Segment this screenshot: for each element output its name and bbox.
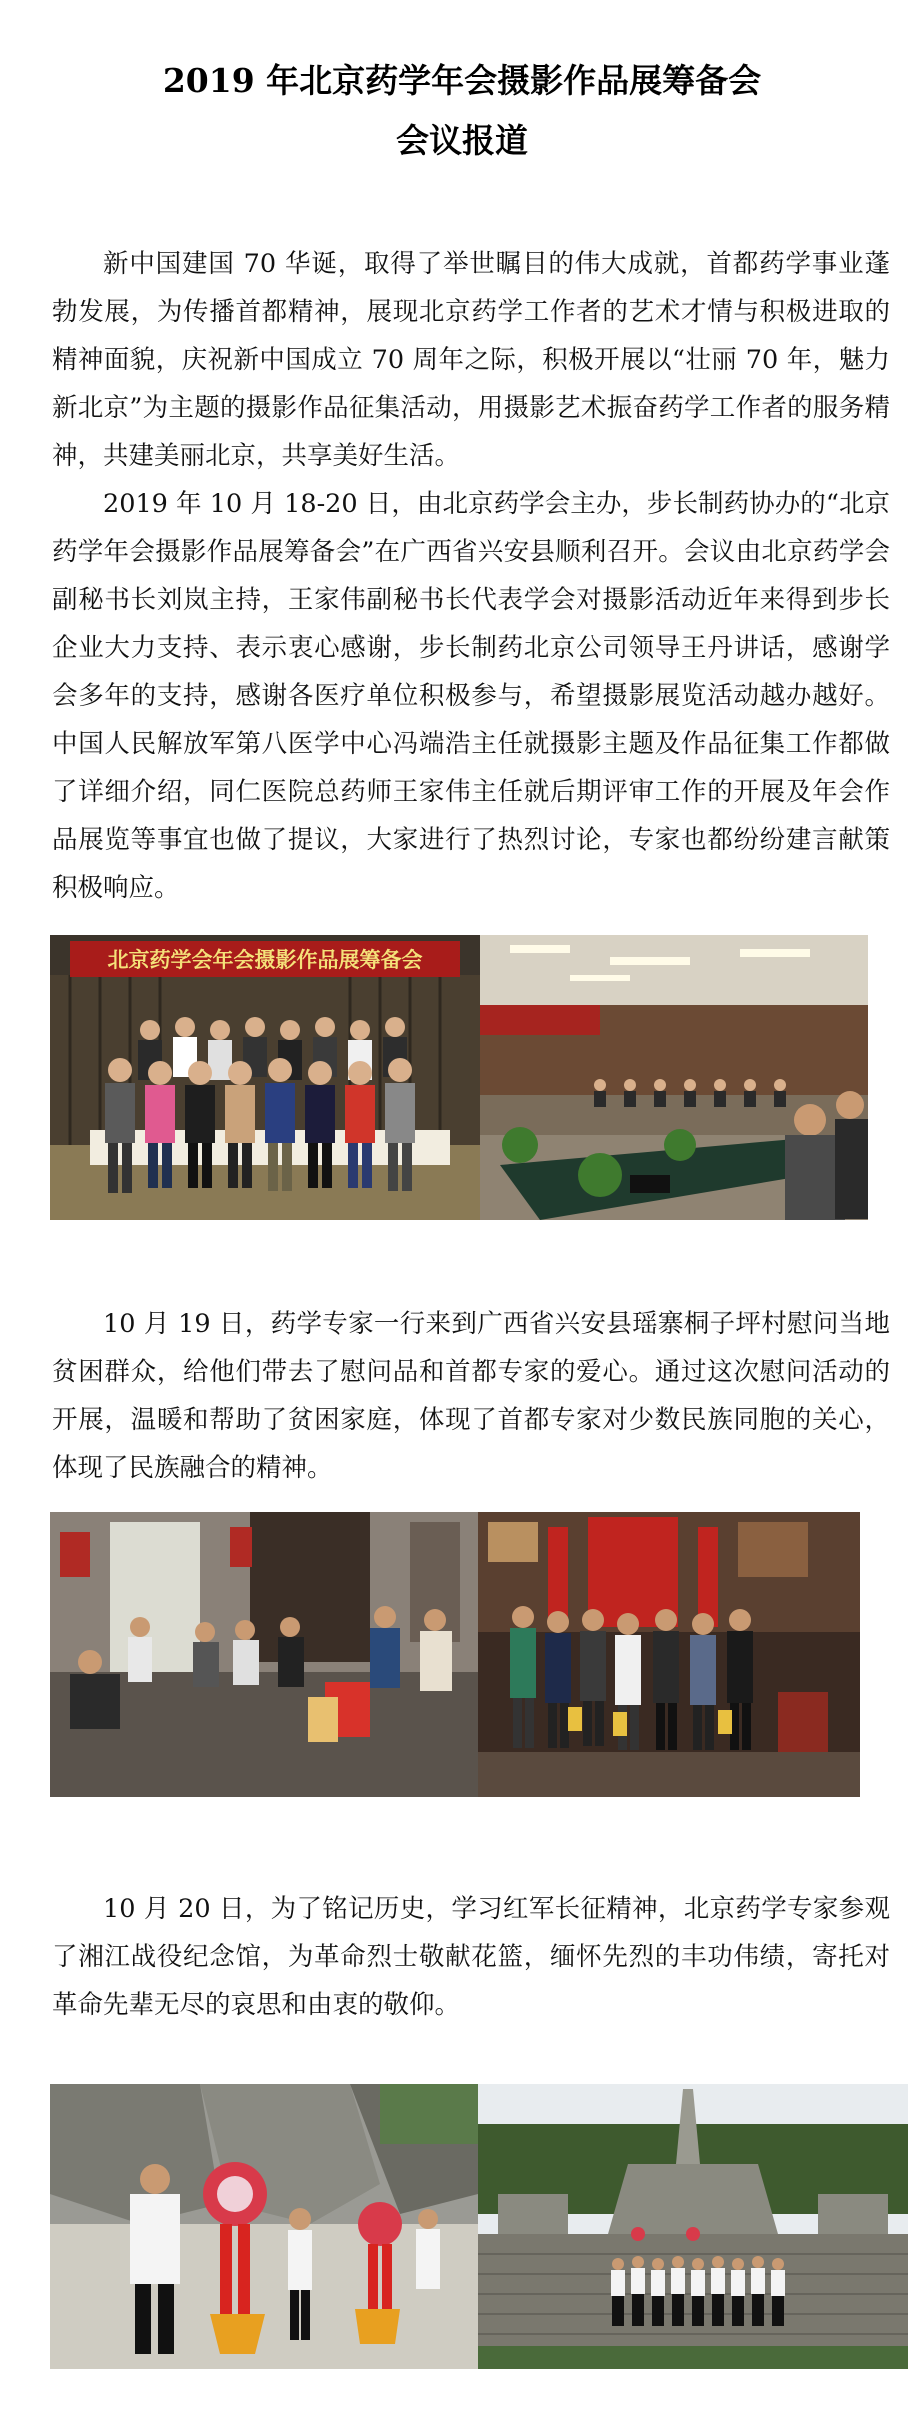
article-title-line2: 会议报道	[396, 121, 528, 160]
paragraph-memorial-visit: 10 月 20 日，为了铭记历史，学习红军长征精神，北京药学专家参观了湘江战役纪念馆，为革命烈士敬献花篮，缅怀先烈的丰功伟绩，寄托对革命先辈无尽的哀思和由衷的敬仰。	[52, 1894, 890, 2020]
paragraph-village-visit: 10 月 19 日，药学专家一行来到广西省兴安县瑶寨桐子坪村慰问当地贫困群众，给他们带去了慰问品和首都专家的爱心。通过这次慰问活动的开展，温暖和帮助了贫困家庭，体现了首都专家对少数民族同胞的关心，体现了民族融合的精神。	[52, 1309, 890, 1483]
group-photo-meeting	[50, 935, 480, 1220]
article-title-line1: 2019 年北京药学年会摄影作品展筹备会	[162, 61, 762, 100]
meeting-room-photo	[480, 935, 868, 1220]
paragraph-meeting: 2019 年 10 月 18-20 日，由北京药学会主办，步长制药协办的“北京药学年会摄影作品展筹备会”在广西省兴安县顺利召开。会议由北京药学会副秘书长刘岚主持，王家伟副秘书长代表学会对摄影活动近年来得到步长企业大力支持、表示衷心感谢，步长制药北京公司领导王丹讲话，感谢学会多年的支持，感谢各医疗单位积极参与，希望摄影展览活动越办越好。中国人民解放军第八医学中心冯端浩主任就摄影主题及作品征集工作都做了详细介绍，同仁医院总药师王家伟主任就后期评审工作的开展及年会作品展览等事宜也做了提议，大家进行了热烈讨论，专家也都纷纷建言献策积极响应。	[52, 489, 890, 903]
memorial-group-photo	[478, 2084, 908, 2369]
banner-text: 北京药学会年会摄影作品展筹备会	[107, 948, 423, 972]
memorial-wreath-photo	[50, 2084, 478, 2369]
village-visit-photo-group	[478, 1512, 860, 1797]
village-visit-photo-courtyard	[50, 1512, 478, 1797]
paragraph-intro: 新中国建国 70 华诞，取得了举世瞩目的伟大成就，首都药学事业蓬勃发展，为传播首都精神，展现北京药学工作者的艺术才情与积极进取的精神面貌，庆祝新中国成立 70 周年之际，积极开展以“壮丽 70 年，魅力新北京”为主题的摄影作品征集活动，用摄影艺术振奋药学工作者的服务精神，共建美丽北京，共享美好生活。	[52, 249, 890, 471]
